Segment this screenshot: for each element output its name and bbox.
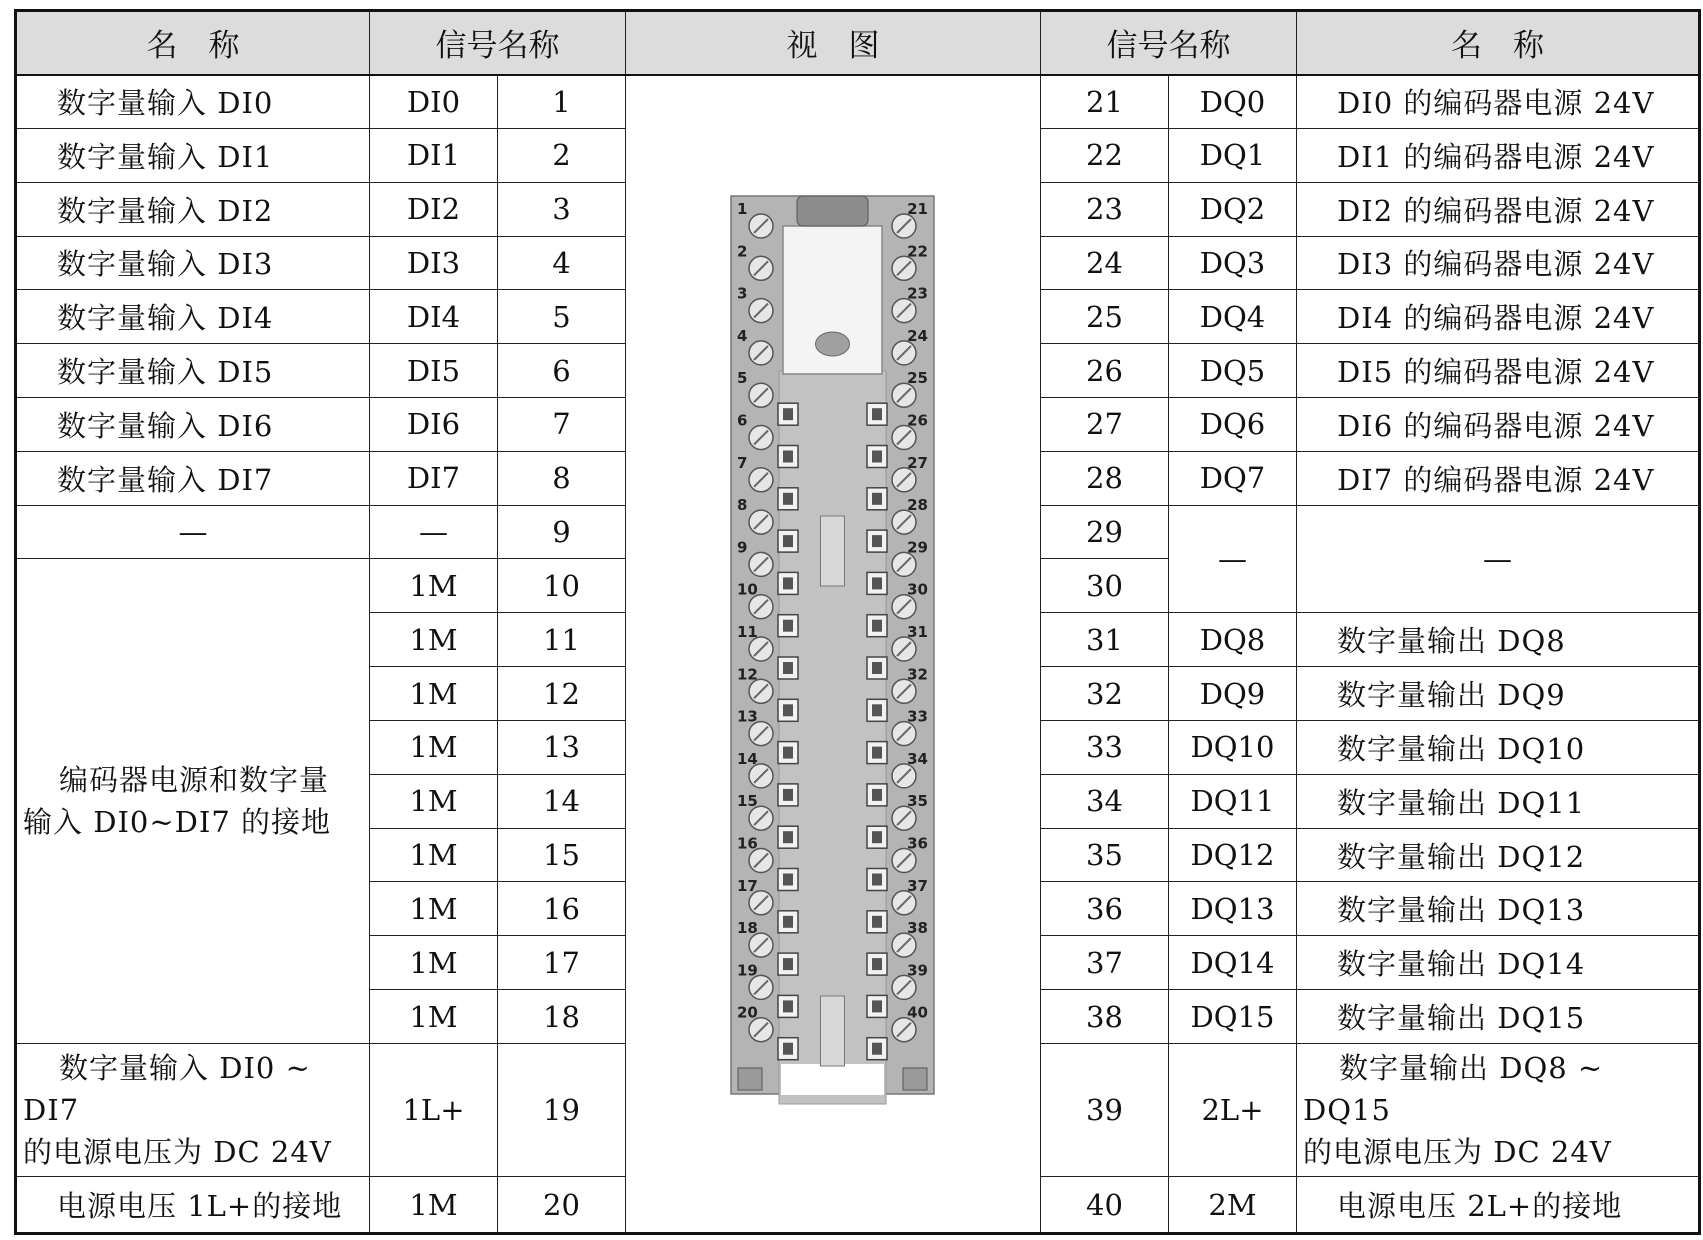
right-signal-cell: DQ15 bbox=[1169, 990, 1297, 1044]
right-pin-cell: 36 bbox=[1041, 882, 1169, 936]
left-pin-cell: 12 bbox=[498, 667, 626, 721]
pin-number-label-right: 27 bbox=[907, 453, 928, 472]
pin-number-label-left: 9 bbox=[737, 537, 748, 556]
right-signal-cell: DQ14 bbox=[1169, 936, 1297, 990]
right-pin-cell: 30 bbox=[1041, 559, 1169, 613]
pin-number-label-right: 36 bbox=[907, 834, 928, 853]
center-channel bbox=[779, 371, 886, 1104]
right-name-cell: 电源电压 2L+的接地 bbox=[1297, 1177, 1700, 1234]
right-name-cell bbox=[1297, 1043, 1700, 1176]
pin-number-label-left: 2 bbox=[737, 241, 748, 260]
right-signal-cell: DQ3 bbox=[1169, 236, 1297, 290]
pin-number-label-right: 30 bbox=[907, 580, 928, 599]
left-pin-cell: 1 bbox=[498, 75, 626, 129]
right-signal-cell: DQ10 bbox=[1169, 720, 1297, 774]
pin-number-label-left: 10 bbox=[737, 580, 758, 599]
left-pin-cell: 16 bbox=[498, 882, 626, 936]
pin-number-label-right: 29 bbox=[907, 537, 928, 556]
wire-entry-hole-left bbox=[783, 1000, 793, 1012]
right-name-cell: 数字量输出 DQ12 bbox=[1297, 828, 1700, 882]
pin-number-label-right: 32 bbox=[907, 664, 928, 683]
left-signal-cell: 1M bbox=[370, 882, 498, 936]
left-pin-cell: 11 bbox=[498, 613, 626, 667]
wire-entry-hole-left bbox=[783, 619, 793, 631]
right-signal-cell: 2L+ bbox=[1169, 1043, 1297, 1176]
right-name-cell: 数字量输出 DQ10 bbox=[1297, 720, 1700, 774]
right-pin-cell: 32 bbox=[1041, 667, 1169, 721]
name-line-1 bbox=[1303, 1047, 1692, 1131]
left-name-cell: 电源电压 1L+的接地 bbox=[16, 1177, 370, 1234]
right-pin-cell: 21 bbox=[1041, 75, 1169, 129]
right-signal-cell: DQ1 bbox=[1169, 128, 1297, 182]
pin-number-label-right: 34 bbox=[907, 749, 928, 768]
header-left-name: 名 称 bbox=[16, 11, 370, 75]
right-name-cell: DI5 的编码器电源 24V bbox=[1297, 344, 1700, 398]
left-pin-cell: 15 bbox=[498, 828, 626, 882]
right-signal-cell: DQ8 bbox=[1169, 613, 1297, 667]
wire-entry-hole-left bbox=[783, 831, 793, 843]
right-name-cell: DI7 的编码器电源 24V bbox=[1297, 451, 1700, 505]
left-pin-cell: 2 bbox=[498, 128, 626, 182]
left-signal-cell: DI7 bbox=[370, 451, 498, 505]
pin-number-label-right: 21 bbox=[907, 199, 928, 218]
right-name-cell: — bbox=[1297, 505, 1700, 613]
pin-number-label-right: 22 bbox=[907, 241, 928, 260]
name-line-1 bbox=[23, 1047, 363, 1131]
right-pin-cell: 37 bbox=[1041, 936, 1169, 990]
connector-view-cell bbox=[626, 75, 1041, 1234]
pin-number-label-right: 26 bbox=[907, 411, 928, 430]
left-name-cell: 数字量输入 DI0 bbox=[16, 75, 370, 129]
left-signal-cell: DI3 bbox=[370, 236, 498, 290]
pin-number-label-left: 19 bbox=[737, 960, 758, 979]
right-pin-cell: 40 bbox=[1041, 1177, 1169, 1234]
latch-hole bbox=[816, 332, 850, 356]
pin-number-label-left: 16 bbox=[737, 834, 758, 853]
header-right-name: 名 称 bbox=[1297, 11, 1700, 75]
bottom-notch bbox=[781, 1064, 884, 1095]
right-pin-cell: 27 bbox=[1041, 397, 1169, 451]
header-view: 视 图 bbox=[626, 11, 1041, 75]
left-signal-cell: DI2 bbox=[370, 182, 498, 236]
right-signal-cell: DQ12 bbox=[1169, 828, 1297, 882]
right-name-cell: 数字量输出 DQ14 bbox=[1297, 936, 1700, 990]
wire-entry-hole-left bbox=[783, 450, 793, 462]
right-name-cell: DI4 的编码器电源 24V bbox=[1297, 290, 1700, 344]
right-signal-cell: DQ11 bbox=[1169, 774, 1297, 828]
name-line-1-text: 数字量输入 DI0 ~ DI7 bbox=[23, 1051, 311, 1128]
left-pin-cell: 18 bbox=[498, 990, 626, 1044]
left-signal-cell: 1M bbox=[370, 667, 498, 721]
right-pin-cell: 26 bbox=[1041, 344, 1169, 398]
name-line-2: 的电源电压为 DC 24V bbox=[1303, 1135, 1612, 1170]
left-pin-cell: 17 bbox=[498, 936, 626, 990]
right-name-cell: DI1 的编码器电源 24V bbox=[1297, 128, 1700, 182]
wire-entry-hole-right bbox=[872, 915, 882, 927]
left-pin-cell: 19 bbox=[498, 1043, 626, 1176]
wire-entry-hole-right bbox=[872, 450, 882, 462]
wire-entry-hole-left bbox=[783, 408, 793, 420]
wire-entry-hole-right bbox=[872, 873, 882, 885]
left-signal-cell: 1L+ bbox=[370, 1043, 498, 1176]
pin-number-label-left: 17 bbox=[737, 876, 758, 895]
wire-entry-hole-left bbox=[783, 577, 793, 589]
right-name-cell: 数字量输出 DQ9 bbox=[1297, 667, 1700, 721]
pin-number-label-right: 28 bbox=[907, 495, 928, 514]
bottom-right-tab bbox=[903, 1068, 927, 1090]
right-pin-cell: 25 bbox=[1041, 290, 1169, 344]
wire-entry-hole-left bbox=[783, 958, 793, 970]
wire-entry-hole-left bbox=[783, 492, 793, 504]
right-pin-cell: 34 bbox=[1041, 774, 1169, 828]
left-signal-cell: DI6 bbox=[370, 397, 498, 451]
left-name-cell: — bbox=[16, 505, 370, 559]
right-name-cell: DI6 的编码器电源 24V bbox=[1297, 397, 1700, 451]
pin-number-label-left: 7 bbox=[737, 453, 748, 472]
pin-number-label-right: 40 bbox=[907, 1003, 928, 1022]
right-signal-cell: DQ6 bbox=[1169, 397, 1297, 451]
left-pin-cell: 4 bbox=[498, 236, 626, 290]
left-pin-cell: 7 bbox=[498, 397, 626, 451]
pin-number-label-left: 20 bbox=[737, 1003, 758, 1022]
pin-number-label-right: 25 bbox=[907, 368, 928, 387]
right-signal-cell: — bbox=[1169, 505, 1297, 613]
wire-entry-hole-left bbox=[783, 915, 793, 927]
front-connector-diagram bbox=[626, 76, 1041, 1139]
wire-entry-hole-right bbox=[872, 746, 882, 758]
left-name-cell: 数字量输入 DI6 bbox=[16, 397, 370, 451]
left-signal-cell: DI5 bbox=[370, 344, 498, 398]
left-signal-cell: 1M bbox=[370, 774, 498, 828]
left-name-cell: 数字量输入 DI4 bbox=[16, 290, 370, 344]
wire-entry-hole-right bbox=[872, 1000, 882, 1012]
left-name-cell bbox=[16, 1043, 370, 1176]
left-name-cell: 数字量输入 DI1 bbox=[16, 128, 370, 182]
right-pin-cell: 29 bbox=[1041, 505, 1169, 559]
right-pin-cell: 39 bbox=[1041, 1043, 1169, 1176]
pin-number-label-left: 12 bbox=[737, 664, 758, 683]
pin-number-label-right: 33 bbox=[907, 707, 928, 726]
left-group-name-cell bbox=[16, 559, 370, 1043]
left-signal-cell: DI1 bbox=[370, 128, 498, 182]
left-signal-cell: 1M bbox=[370, 990, 498, 1044]
name-line-1 bbox=[23, 759, 363, 801]
table-row bbox=[16, 75, 1700, 129]
pin-number-label-left: 6 bbox=[737, 411, 748, 430]
left-name-cell: 数字量输入 DI5 bbox=[16, 344, 370, 398]
left-signal-cell: 1M bbox=[370, 720, 498, 774]
name-line-2: 的电源电压为 DC 24V bbox=[23, 1135, 332, 1170]
left-pin-cell: 10 bbox=[498, 559, 626, 613]
pin-number-label-left: 1 bbox=[737, 199, 748, 218]
right-pin-cell: 24 bbox=[1041, 236, 1169, 290]
pin-number-label-left: 5 bbox=[737, 368, 748, 387]
right-name-cell: 数字量输出 DQ15 bbox=[1297, 990, 1700, 1044]
pin-number-label-left: 11 bbox=[737, 622, 758, 641]
right-pin-cell: 38 bbox=[1041, 990, 1169, 1044]
left-signal-cell: 1M bbox=[370, 828, 498, 882]
name-line-1-text: 编码器电源和数字量 bbox=[59, 763, 330, 798]
left-pin-cell: 6 bbox=[498, 344, 626, 398]
pin-number-label-left: 4 bbox=[737, 326, 748, 345]
pin-number-label-right: 39 bbox=[907, 960, 928, 979]
right-name-cell: DI2 的编码器电源 24V bbox=[1297, 182, 1700, 236]
wire-entry-hole-right bbox=[872, 492, 882, 504]
jumper-bridge bbox=[821, 996, 845, 1066]
right-pin-cell: 28 bbox=[1041, 451, 1169, 505]
pin-number-label-right: 35 bbox=[907, 791, 928, 810]
left-pin-cell: 14 bbox=[498, 774, 626, 828]
left-pin-cell: 13 bbox=[498, 720, 626, 774]
left-pin-cell: 9 bbox=[498, 505, 626, 559]
right-signal-cell: 2M bbox=[1169, 1177, 1297, 1234]
wire-entry-hole-right bbox=[872, 408, 882, 420]
pin-number-label-left: 3 bbox=[737, 284, 748, 303]
left-signal-cell: DI4 bbox=[370, 290, 498, 344]
wire-entry-hole-right bbox=[872, 619, 882, 631]
right-name-cell: DI3 的编码器电源 24V bbox=[1297, 236, 1700, 290]
name-line-1-text: 数字量输出 DQ8 ~ DQ15 bbox=[1303, 1051, 1604, 1128]
wire-entry-hole-left bbox=[783, 535, 793, 547]
left-pin-cell: 5 bbox=[498, 290, 626, 344]
wire-entry-hole-right bbox=[872, 1042, 882, 1054]
right-signal-cell: DQ9 bbox=[1169, 667, 1297, 721]
wire-entry-hole-right bbox=[872, 662, 882, 674]
pin-number-label-right: 37 bbox=[907, 876, 928, 895]
wire-entry-hole-right bbox=[872, 704, 882, 716]
right-signal-cell: DQ0 bbox=[1169, 75, 1297, 129]
left-signal-cell: 1M bbox=[370, 936, 498, 990]
pin-number-label-left: 13 bbox=[737, 707, 758, 726]
left-signal-cell: 1M bbox=[370, 559, 498, 613]
right-pin-cell: 31 bbox=[1041, 613, 1169, 667]
wire-entry-hole-right bbox=[872, 535, 882, 547]
left-signal-cell: DI0 bbox=[370, 75, 498, 129]
right-name-cell: 数字量输出 DQ8 bbox=[1297, 613, 1700, 667]
left-signal-cell: 1M bbox=[370, 1177, 498, 1234]
pin-number-label-left: 8 bbox=[737, 495, 748, 514]
wire-entry-hole-right bbox=[872, 831, 882, 843]
pin-assignment-table bbox=[14, 9, 1701, 1235]
header-left-signal: 信号名称 bbox=[370, 11, 626, 75]
pin-number-label-left: 14 bbox=[737, 749, 758, 768]
pin-number-label-left: 15 bbox=[737, 791, 758, 810]
right-signal-cell: DQ2 bbox=[1169, 182, 1297, 236]
left-pin-cell: 3 bbox=[498, 182, 626, 236]
pin-number-label-right: 23 bbox=[907, 284, 928, 303]
pin-number-label-left: 18 bbox=[737, 918, 758, 937]
right-signal-cell: DQ5 bbox=[1169, 344, 1297, 398]
wire-entry-hole-left bbox=[783, 704, 793, 716]
left-signal-cell: — bbox=[370, 505, 498, 559]
pin-number-label-right: 38 bbox=[907, 918, 928, 937]
right-pin-cell: 23 bbox=[1041, 182, 1169, 236]
header-row bbox=[16, 11, 1700, 75]
bottom-left-tab bbox=[738, 1068, 762, 1090]
wire-entry-hole-right bbox=[872, 788, 882, 800]
wire-entry-hole-left bbox=[783, 746, 793, 758]
right-signal-cell: DQ13 bbox=[1169, 882, 1297, 936]
latch-release-tab bbox=[797, 196, 868, 226]
left-name-cell: 数字量输入 DI3 bbox=[16, 236, 370, 290]
right-name-cell: DI0 的编码器电源 24V bbox=[1297, 75, 1700, 129]
right-name-cell: 数字量输出 DQ11 bbox=[1297, 774, 1700, 828]
right-name-cell: 数字量输出 DQ13 bbox=[1297, 882, 1700, 936]
wire-entry-hole-left bbox=[783, 1042, 793, 1054]
pin-number-label-right: 24 bbox=[907, 326, 928, 345]
name-line-2: 输入 DI0~DI7 的接地 bbox=[23, 805, 332, 840]
right-pin-cell: 35 bbox=[1041, 828, 1169, 882]
left-pin-cell: 8 bbox=[498, 451, 626, 505]
pin-number-label-right: 31 bbox=[907, 622, 928, 641]
right-pin-cell: 22 bbox=[1041, 128, 1169, 182]
wire-entry-hole-right bbox=[872, 958, 882, 970]
left-name-cell: 数字量输入 DI2 bbox=[16, 182, 370, 236]
left-signal-cell: 1M bbox=[370, 613, 498, 667]
right-signal-cell: DQ7 bbox=[1169, 451, 1297, 505]
wire-entry-hole-left bbox=[783, 662, 793, 674]
wire-entry-hole-left bbox=[783, 873, 793, 885]
wire-entry-hole-left bbox=[783, 788, 793, 800]
jumper-bridge bbox=[821, 516, 845, 586]
wire-entry-hole-right bbox=[872, 577, 882, 589]
header-right-signal: 信号名称 bbox=[1041, 11, 1297, 75]
left-pin-cell: 20 bbox=[498, 1177, 626, 1234]
right-pin-cell: 33 bbox=[1041, 720, 1169, 774]
right-signal-cell: DQ4 bbox=[1169, 290, 1297, 344]
left-name-cell: 数字量输入 DI7 bbox=[16, 451, 370, 505]
